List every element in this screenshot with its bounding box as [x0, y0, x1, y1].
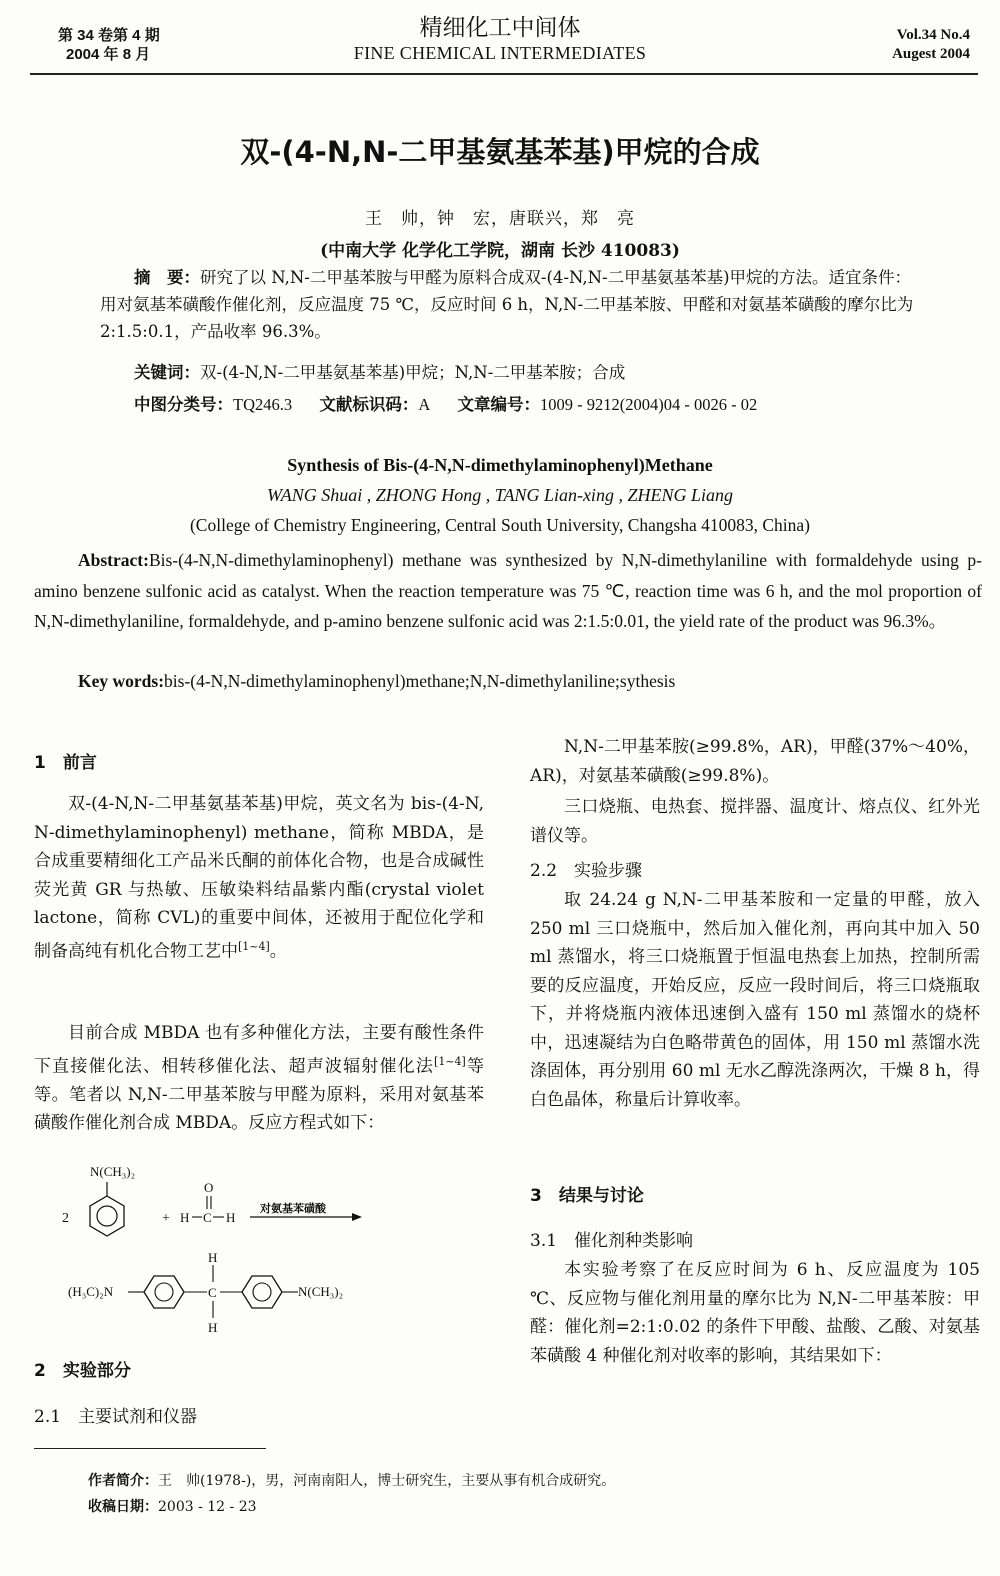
- volume-issue-en: Vol.34 No.4: [896, 27, 970, 43]
- subsection-2-2-heading: 2.2 实验步骤: [530, 861, 643, 881]
- intro-paragraph-1-text: 双-(4-N,N-二甲基氨基苯基)甲烷，英文名为 bis-(4-N, N-dimethylaminophenyl) methane，简称 MBDA，是合成重要精细化工产品米氏酮的前体化合物，也是合成碱性荧光黄 GR 与热敏、压敏染料结晶紫内酯(crystal violet lactone，简称 CVL)的重要中间体，还被用于配位化学和制备高纯有机化合物工艺中: [34, 794, 484, 962]
- section-3-heading: 3 结果与讨论: [530, 1186, 644, 1206]
- instruments-paragraph: 三口烧瓶、电热套、搅拌器、温度计、熔点仪、红外光谱仪等。: [530, 797, 980, 846]
- abstract-cn: [100, 264, 920, 345]
- reagents-paragraph: N,N-二甲基苯胺(≥99.8%，AR)，甲醛(37%～40%，AR)，对氨基苯磺酸(≥99.8%)。: [530, 737, 980, 786]
- date-cn: 2004 年 8 月: [66, 46, 151, 63]
- product-h-bottom: H: [208, 1320, 218, 1335]
- date-en: Augest 2004: [892, 46, 970, 62]
- subsection-2-1-heading: 2.1 主要试剂和仪器: [34, 1407, 198, 1427]
- abstract-en-label: Abstract:: [78, 550, 149, 570]
- product-right-group: N(CH₃)₂: [298, 1284, 344, 1299]
- article-id-label: 文章编号：: [457, 395, 541, 414]
- clc-label: 中图分类号：: [134, 395, 233, 414]
- doc-code-label: 文献标识码：: [319, 395, 419, 414]
- formaldehyde-h-right: H: [226, 1210, 236, 1225]
- paper-title-en: Synthesis of Bis-(4-N,N-dimethylaminophenyl)Methane: [287, 455, 713, 475]
- results-paragraph: 本实验考察了在反应时间为 6 h、反应温度为 105 ℃、反应物与催化剂用量的摩尔比为 N,N-二甲基苯胺：甲醛：催化剂=2:1:0.02 的条件下甲酸、盐酸、乙酸、对氨基苯磺酸 4 种催化剂对收率的影响，其结果如下：: [530, 1260, 980, 1366]
- intro-paragraph-1-end: 。: [269, 941, 287, 962]
- product-left-group: (H₃C)₂N: [68, 1284, 114, 1299]
- catalyst-label: 对氨基苯磺酸: [260, 1202, 326, 1215]
- header-divider: [30, 73, 978, 75]
- author-bio-text: 王 帅(1978-)，男，河南南阳人，博士研究生，主要从事有机合成研究。: [158, 1473, 616, 1489]
- classification-line: [100, 391, 920, 418]
- article-id-value: 1009 - 9212(2004)04 - 0026 - 02: [540, 395, 758, 414]
- citation-ref: [1~4]: [238, 939, 270, 953]
- received-date-label: 收稿日期：: [88, 1499, 158, 1515]
- subsection-3-1-heading: 3.1 催化剂种类影响: [530, 1231, 694, 1251]
- intro-paragraph-2-text-a: 目前合成 MBDA 也有多种催化方法，主要有酸性条件下直接催化法、相转移催化法、超声波辐射催化法: [34, 1023, 484, 1077]
- intro-paragraph-2-text-b: 等等。笔者以 N,N-二甲基苯胺与甲醛为原料，采用对氨基苯磺酸作催化剂合成 MBDA。反应方程式如下：: [34, 1056, 485, 1134]
- procedure-paragraph: 取 24.24 g N,N-二甲基苯胺和一定量的甲醛，放入 250 ml 三口烧瓶中，然后加入催化剂，再向其中加入 50 ml 蒸馏水，将三口烧瓶置于恒温电热套上加热，控制所需要的反应温度，开始反应，反应一段时间后，将三口烧瓶取下，并将烧瓶内液体迅速倒入盛有 150 ml 蒸馏水的烧杯中，迅速凝结为白色略带黄色的固体，用 150 ml 蒸馏水洗涤固体，再分别用 60 ml 无水乙醇洗涤两次，干燥 8 h，得白色晶体，称量后计算收率。: [530, 890, 980, 1110]
- product-ring-left: [144, 1276, 184, 1308]
- intro-paragraph-2: [34, 1019, 484, 1138]
- keywords-en: [78, 671, 675, 692]
- authors-cn: 王 帅，钟 宏，唐联兴，郑 亮: [365, 209, 635, 229]
- product-ring-right: [242, 1276, 282, 1308]
- reaction-scheme: [40, 1158, 480, 1338]
- keywords-cn-label: 关键词：: [134, 363, 200, 382]
- doc-code-value: A: [418, 395, 431, 414]
- author-bio: [88, 1470, 615, 1492]
- header-volume-en: [892, 26, 970, 64]
- abstract-cn-text: 研究了以 N,N-二甲基苯胺与甲醛为原料合成双-(4-N,N-二甲基氨基苯基)甲烷的方法。适宜条件：用对氨基苯磺酸作催化剂，反应温度 75 ℃，反应时间 6 h，N,N-二甲基苯胺、甲醛和对氨基苯磺酸的摩尔比为 2:1.5:0.1，产品收率 96.3%。: [100, 268, 914, 341]
- author-bio-label: 作者简介：: [88, 1473, 158, 1489]
- affiliation-cn: (中南大学 化学化工学院，湖南 长沙 410083): [320, 241, 680, 261]
- volume-issue-cn: 第 34 卷第 4 期: [58, 27, 160, 44]
- formaldehyde-c: C: [203, 1210, 212, 1225]
- journal-name-cn: 精细化工中间体: [419, 15, 581, 41]
- plus-sign: +: [162, 1211, 170, 1226]
- journal-name-en: FINE CHEMICAL INTERMEDIATES: [353, 43, 647, 63]
- product-h-top: H: [208, 1250, 218, 1265]
- reactant-amino-group: N(CH₃)₂: [90, 1164, 136, 1179]
- formaldehyde-h-left: H: [180, 1210, 190, 1225]
- keywords-en-label: Key words:: [78, 671, 165, 691]
- keywords-cn-text: 双-(4-N,N-二甲基氨基苯基)甲烷；N,N-二甲基苯胺；合成: [200, 363, 626, 382]
- coefficient: 2: [62, 1211, 69, 1226]
- affiliation-en: (College of Chemistry Engineering, Central South University, Changsha 410083, China): [189, 515, 811, 535]
- product-central-c: C: [208, 1285, 217, 1300]
- keywords-en-text: bis-(4-N,N-dimethylaminophenyl)methane;N,N-dimethylaniline;sythesis: [164, 671, 676, 691]
- intro-paragraph-1: [34, 790, 484, 966]
- footnote-divider: [34, 1448, 266, 1449]
- clc-value: TQ246.3: [233, 395, 293, 414]
- section-1-heading: 1 前言: [34, 753, 97, 773]
- abstract-cn-label: 摘 要：: [134, 268, 200, 287]
- authors-en: WANG Shuai , ZHONG Hong , TANG Lian-xing , ZHENG Liang: [267, 485, 733, 505]
- keywords-cn: [100, 359, 920, 386]
- section-2-heading: 2 实验部分: [34, 1361, 131, 1381]
- journal-name: [0, 14, 1000, 64]
- benzene-ring: [90, 1196, 124, 1236]
- abstract-en-text: Bis-(4-N,N-dimethylaminophenyl) methane was synthesized by N,N-dimethylaniline with formaldehyde using p-amino benzene sulfonic acid as catalyst. When the reaction temperature was 75 ℃, reaction time was 6 h, and the mol proportion of N,N-dimethylaniline, formaldehyde, and p-amino benzene sulfonic acid was 2:1.5:0.01, the yield rate of the product was 96.3%。: [34, 550, 982, 631]
- received-date: [88, 1496, 257, 1518]
- citation-ref: [1~4]: [434, 1054, 466, 1068]
- paper-title-cn: 双-(4-N,N-二甲基氨基苯基)甲烷的合成: [240, 135, 760, 169]
- formaldehyde-o: O: [204, 1180, 214, 1195]
- abstract-en: [34, 545, 982, 637]
- received-date-text: 2003 - 12 - 23: [158, 1499, 257, 1515]
